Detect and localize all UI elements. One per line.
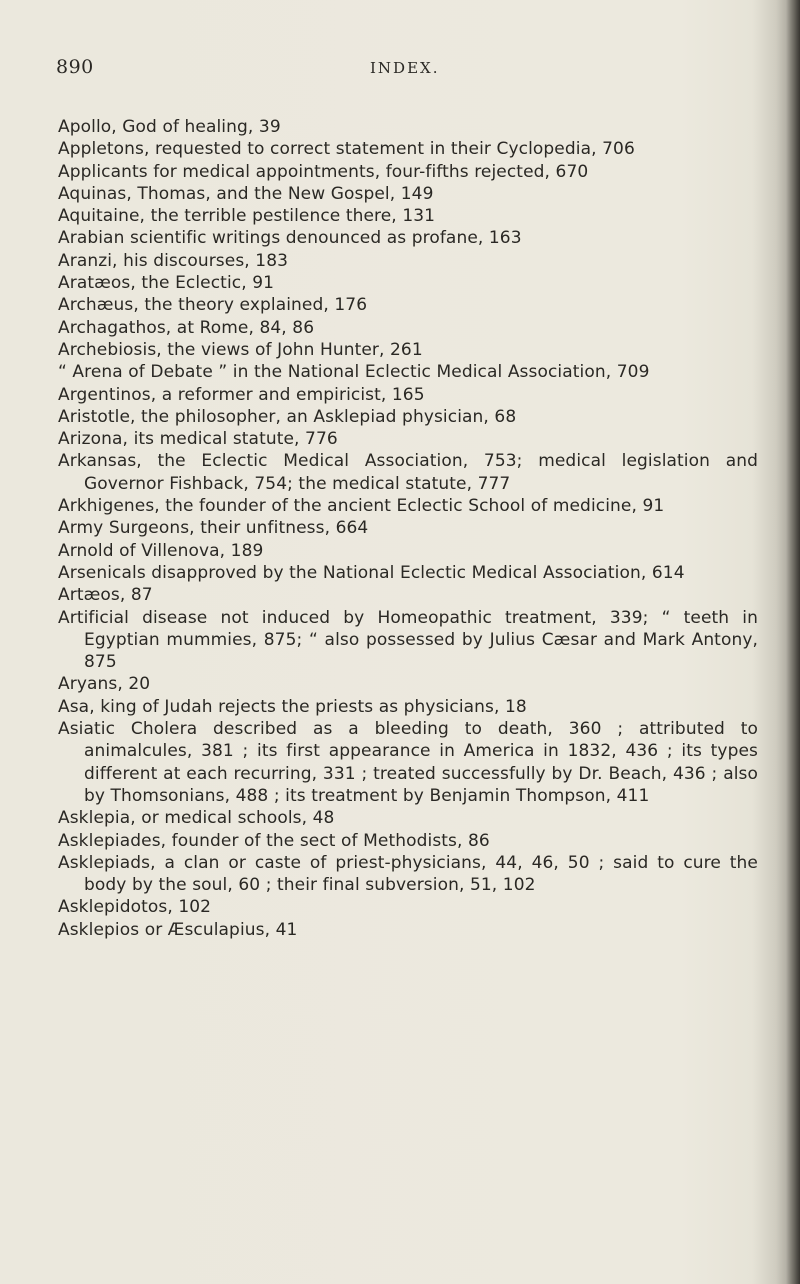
index-entry-army-surgeons: Army Surgeons, their unfitness, 664	[58, 518, 369, 539]
index-entry-artaeos: Artæos, 87	[58, 585, 153, 606]
page-header	[0, 56, 800, 86]
index-entry-archebiosis: Archebiosis, the views of John Hunter, 261	[58, 339, 423, 360]
index-entry-archagathos: Archagathos, at Rome, 84, 86	[58, 317, 315, 338]
index-entry-applicants: Applicants for medical appointments, four-fifths rejected, 670	[58, 161, 589, 182]
running-head: INDEX.	[370, 59, 440, 77]
index-entry-arsenicals: Arsenicals disapproved by the National Eclectic Medical Association, 614	[58, 562, 685, 583]
index-entry-arizona: Arizona, its medical statute, 776	[58, 429, 338, 450]
index-entry-asklepidotos: Asklepidotos, 102	[58, 897, 212, 918]
index-entry-arnold: Arnold of Villenova, 189	[58, 540, 264, 561]
index-entry-arena-of-debate: “ Arena of Debate ” in the National Eclectic Medical Association, 709	[58, 362, 650, 383]
index-entry-arataeos: Aratæos, the Eclectic, 91	[58, 273, 275, 294]
index-entry-aristotle: Aristotle, the philosopher, an Asklepiad physician, 68	[58, 406, 517, 427]
index-entry-aranzi: Aranzi, his discourses, 183	[58, 250, 289, 271]
index-entry-arabian: Arabian scientific writings denounced as profane, 163	[58, 228, 522, 249]
index-entry-asklepiads: Asklepiads, a clan or caste of priest-physicians, 44, 46, 50 ; said to cure the body by the soul, 60 ; their final subversion, 51, 102	[58, 852, 758, 896]
index-entry-asiatic-cholera: Asiatic Cholera described as a bleeding to death, 360 ; attributed to animalcules, 381 ; its first appearance in America in 1832, 436 ; its types different at each recurring, 331 ; treated successfully by Dr. Beach, 436 ; also by Thomsonians, 488 ; its treatment by Benjamin Thompson, 411	[58, 719, 758, 806]
index-entry-asklepios: Asklepios or Æsculapius, 41	[58, 919, 298, 940]
index-entry-asa: Asa, king of Judah rejects the priests as physicians, 18	[58, 696, 527, 717]
index-entry-arkansas: Arkansas, the Eclectic Medical Association, 753; medical legislation and Governor Fishback, 754; the medical statute, 777	[58, 451, 758, 494]
index-entry-apollo: Apollo, God of healing, 39	[58, 117, 281, 137]
index-entry-aquinas: Aquinas, Thomas, and the New Gospel, 149	[58, 183, 434, 204]
index-entry-appletons: Appletons, requested to correct statement in their Cyclopedia, 706	[58, 139, 635, 160]
index-entry-argentinos: Argentinos, a reformer and empiricist, 165	[58, 384, 425, 405]
page-number: 890	[56, 56, 94, 78]
index-entry-archaeus: Archæus, the theory explained, 176	[58, 295, 368, 316]
index-entries	[58, 116, 758, 941]
index-entry-artificial: Artificial disease not induced by Homeopathic treatment, 339; “ teeth in Egyptian mummies, 875; “ also possessed by Julius Cæsar and Mark Antony, 875	[58, 607, 758, 673]
index-entry-asklepia: Asklepia, or medical schools, 48	[58, 808, 335, 829]
page-edge-shadow	[786, 0, 800, 1284]
index-entry-aryans: Aryans, 20	[58, 674, 151, 695]
index-entry-aquitaine: Aquitaine, the terrible pestilence there, 131	[58, 206, 436, 227]
index-entry-asklepiades: Asklepiades, founder of the sect of Methodists, 86	[58, 830, 490, 851]
index-entry-arkhigenes: Arkhigenes, the founder of the ancient Eclectic School of medicine, 91	[58, 496, 665, 517]
